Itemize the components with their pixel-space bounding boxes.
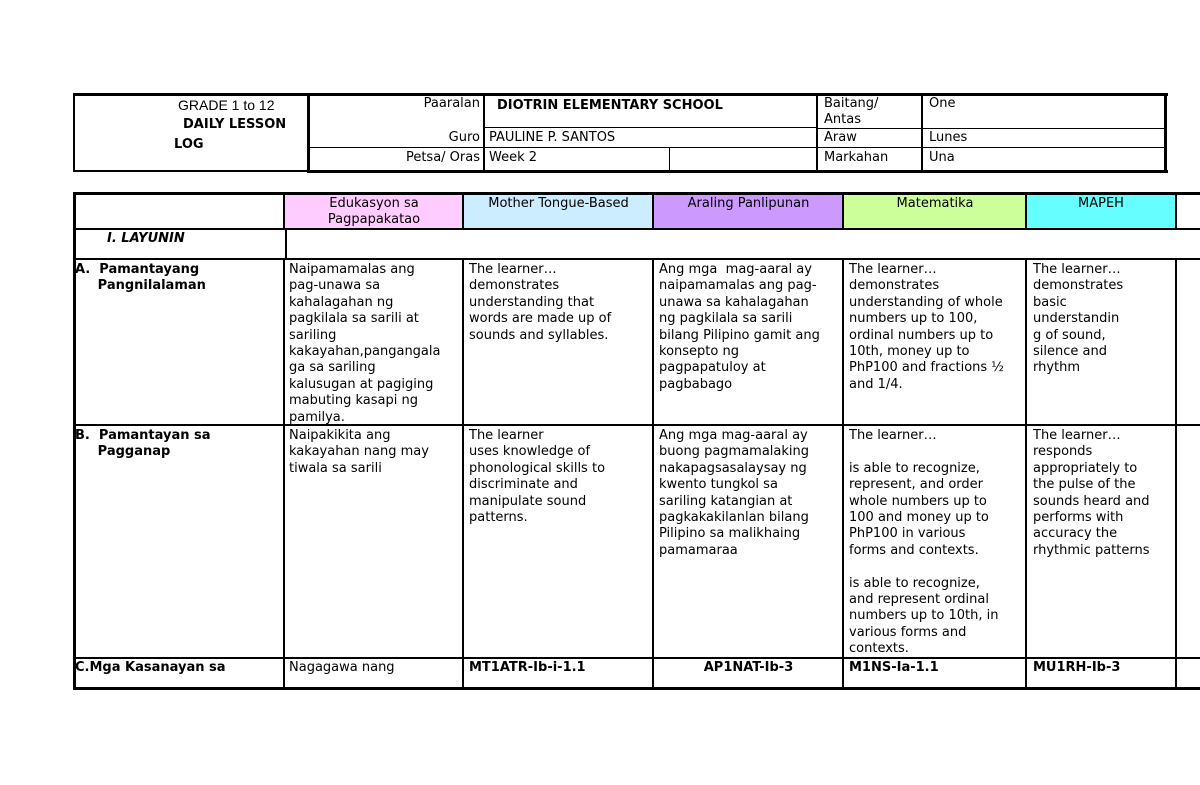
cell-c-ap: AP1NAT-Ib-3 [703, 660, 794, 675]
subject-mtb: Mother Tongue-Based [488, 196, 629, 211]
daily-lesson-title: DAILY LESSON [183, 117, 287, 132]
subject-mapeh: MAPEH [1078, 196, 1124, 211]
cell-c-math: M1NS-Ia-1.1 [849, 660, 939, 675]
cell-a-mtb: The learner… demonstrates understanding that words are made up of sounds and syllables. [469, 262, 612, 343]
row-label-a: A. Pamantayang Pangnilalaman [75, 262, 206, 294]
guro-value: PAULINE P. SANTOS [489, 130, 616, 145]
cell-a-mapeh: The learner… demonstrates basic understandin g of sound, silence and rhythm [1033, 262, 1124, 376]
cell-a-ap: Ang mga mag-aaral ay naipamamalas ang pag- unawa sa kahalagahan ng pagkilala sa sarili bilang Pilipino gamit ang konsepto ng pagpapatuloy at pagbabago [659, 262, 820, 392]
paaralan-label: Paaralan [423, 96, 480, 111]
school-name: DIOTRIN ELEMENTARY SCHOOL [497, 98, 723, 113]
baitang-label: Baitang/ Antas [824, 96, 879, 128]
baitang-value: One [929, 96, 956, 111]
cell-c-mapeh: MU1RH-Ib-3 [1033, 660, 1121, 675]
cell-a-math: The learner… demonstrates understanding of whole numbers up to 100, ordinal numbers up to 10th, money up to PhP100 and fractions ½ and 1/4. [849, 262, 1004, 392]
row-label-b: B. Pamantayan sa Pagganap [75, 428, 211, 460]
subject-math: Matematika [896, 196, 974, 211]
cell-c-esp: Nagagawa nang [289, 660, 395, 675]
cell-b-mapeh: The learner… responds appropriately to the pulse of the sounds heard and performs with accuracy the rhythmic patterns [1033, 428, 1150, 558]
petsa-value: Week 2 [489, 150, 538, 165]
subject-ap: Araling Panlipunan [687, 196, 810, 211]
subject-esp: Edukasyon sa Pagpapakatao [327, 196, 421, 227]
markahan-label: Markahan [824, 150, 889, 165]
guro-label: Guro [448, 130, 480, 145]
cell-b-mtb: The learner uses knowledge of phonological skills to discriminate and manipulate sound patterns. [469, 428, 606, 526]
cell-b-ap: Ang mga mag-aaral ay buong pagmamalaking nakapagsasalaysay ng kwento tungkol sa sariling katangian at pagkakakilanlan bilang Pilipino sa malikhaing pamamaraa [659, 428, 810, 558]
row-label-c: C.Mga Kasanayan sa [75, 660, 226, 675]
cell-a-esp: Naipamamalas ang pag-unawa sa kahalagahan ng pagkilala sa sarili at sariling kakayahan,pangangala ga sa sariling kalusugan at pagiging mabuting kasapi ng pamilya. [289, 262, 441, 425]
araw-label: Araw [824, 130, 857, 145]
cell-b-math: The learner… is able to recognize, represent, and order whole numbers up to 100 and money up to PhP100 in various forms and contexts. is able to recognize, and represent ordinal numbers up to 10th, in various forms and contexts. [849, 428, 999, 657]
log-title: LOG [174, 137, 204, 152]
markahan-value: Una [929, 150, 955, 165]
cell-c-mtb: MT1ATR-Ib-i-1.1 [469, 660, 586, 675]
section-layunin: I. LAYUNIN [107, 231, 185, 246]
araw-value: Lunes [929, 130, 968, 145]
petsa-label: Petsa/ Oras [405, 150, 480, 165]
cell-b-esp: Naipakikita ang kakayahan nang may tiwala sa sarili [289, 428, 429, 476]
grade-range: GRADE 1 to 12 [178, 97, 275, 113]
